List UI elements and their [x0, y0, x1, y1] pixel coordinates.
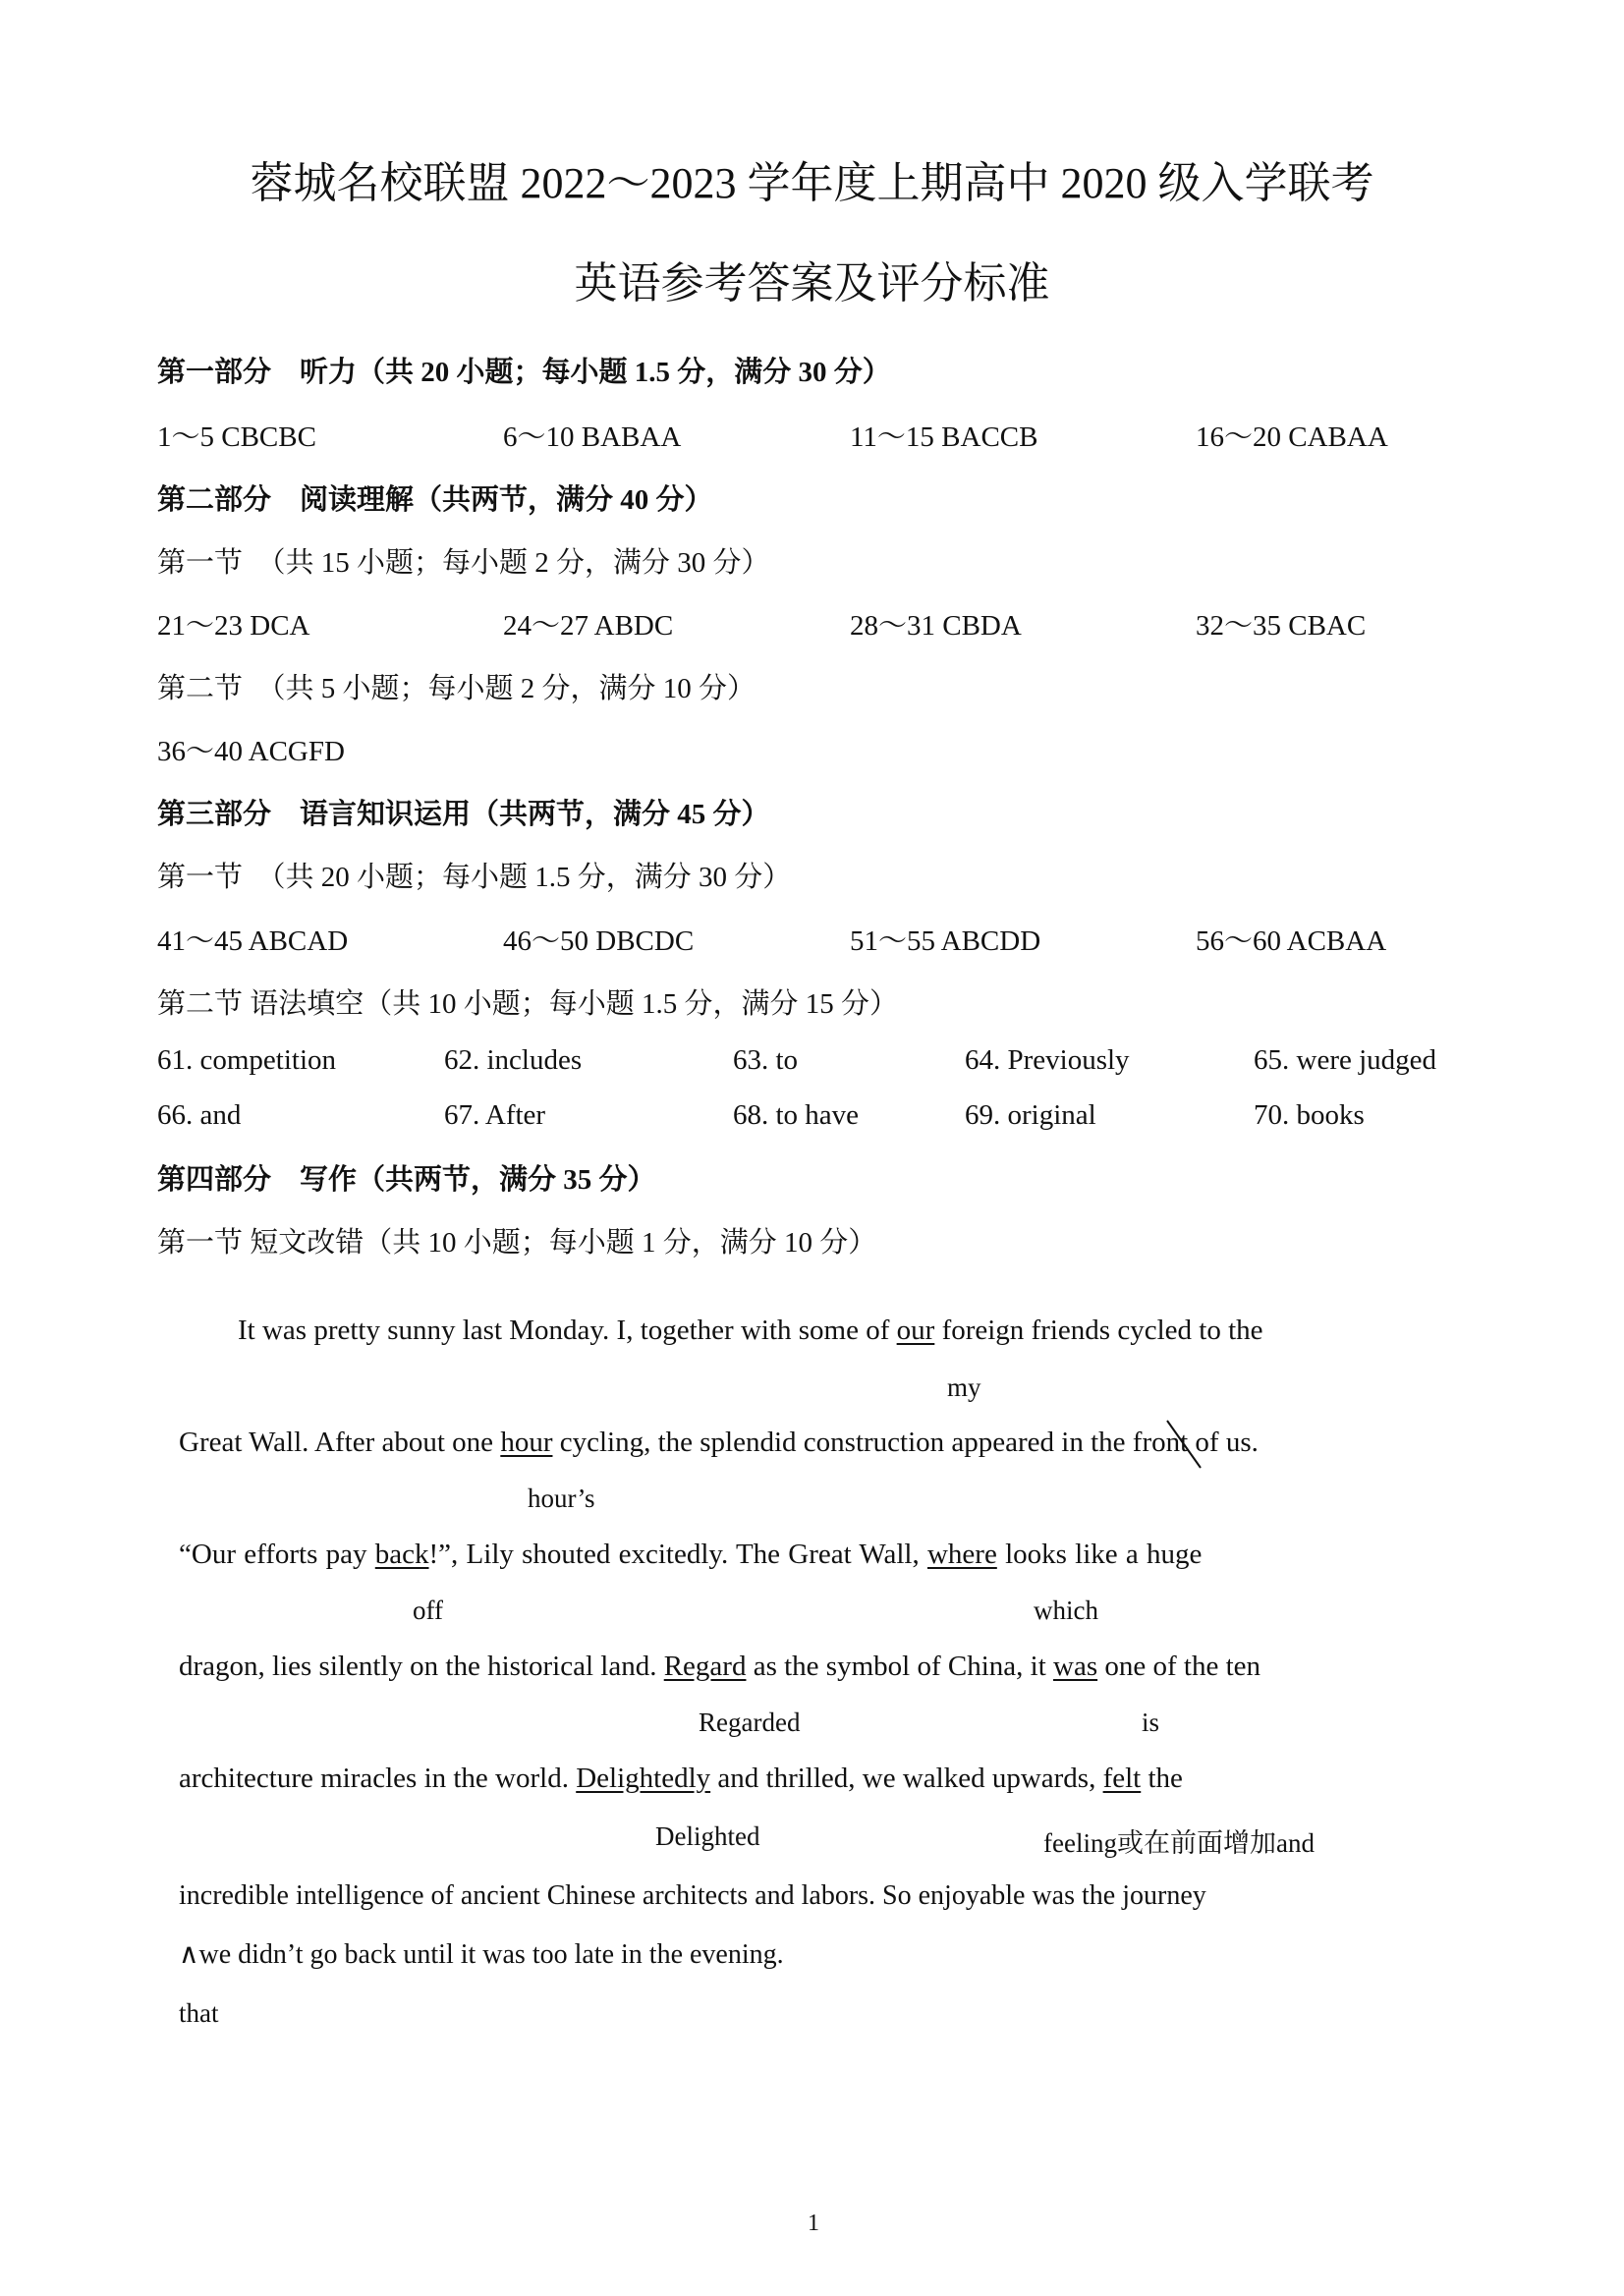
error-word: hour: [500, 1427, 553, 1458]
insert-mark: ∧: [179, 1939, 199, 1970]
passage-text: looks like a huge: [996, 1539, 1203, 1570]
grammar-answer: 63. to: [733, 1044, 799, 1076]
passage-line-6: incredible intelligence of ancient Chinese architects and labors. So enjoyable was the journey: [179, 1880, 1206, 1911]
passage-line-4: [179, 1651, 1260, 1683]
answer-group: 21～23 DCA: [157, 610, 310, 642]
passage-text: “Our efforts pay: [179, 1539, 375, 1570]
passage-text: foreign friends cycled to the: [934, 1315, 1263, 1346]
answer-group: 6～10 BABAA: [503, 421, 682, 453]
part4-heading: 第四部分 写作（共两节，满分 35 分）: [157, 1164, 656, 1196]
answer-group: 1～5 CBCBC: [157, 421, 316, 453]
grammar-answer: 70. books: [1254, 1099, 1365, 1131]
correction: which: [1034, 1596, 1098, 1625]
answer-group: 56～60 ACBAA: [1196, 925, 1387, 957]
passage-text: and thrilled, we walked upwards,: [710, 1763, 1103, 1794]
correction: Regarded: [699, 1708, 801, 1737]
passage-text: as the symbol of China, it: [746, 1651, 1053, 1682]
part2-heading: 第二部分 阅读理解（共两节，满分 40 分）: [157, 484, 713, 516]
passage-text: It was pretty sunny last Monday. I, together with some of: [238, 1315, 897, 1346]
passage-line-3: [179, 1539, 1202, 1571]
correction: my: [947, 1372, 981, 1402]
correction: hour’s: [528, 1484, 595, 1513]
answer-group: 46～50 DBCDC: [503, 925, 695, 957]
passage-text: the: [1141, 1763, 1183, 1794]
grammar-answer: 69. original: [965, 1099, 1096, 1131]
part2-section2-heading: 第二节 （共 5 小题；每小题 2 分，满分 10 分）: [157, 673, 756, 704]
page-number: 1: [808, 2211, 819, 2236]
passage-text: one of the ten: [1097, 1651, 1260, 1682]
correction: feeling或在前面增加and: [1043, 1828, 1315, 1858]
passage-text: architecture miracles in the world.: [179, 1763, 577, 1794]
answer-group: 36～40 ACGFD: [157, 736, 345, 767]
answer-group: 24～27 ABDC: [503, 610, 674, 642]
delete-mark-icon: [1165, 1419, 1204, 1474]
passage-line-1: [238, 1315, 1263, 1347]
answer-group: 41～45 ABCAD: [157, 925, 349, 957]
error-word: Delightedly: [576, 1763, 711, 1794]
passage-line-2: [179, 1427, 1259, 1459]
answer-group: 16～20 CABAA: [1196, 421, 1388, 453]
error-word: felt: [1102, 1763, 1142, 1794]
correction: that: [179, 1998, 219, 2028]
passage-line-7: [179, 1937, 784, 1971]
deleted-word: the: [1091, 1427, 1126, 1458]
grammar-answer: 64. Previously: [965, 1044, 1130, 1076]
passage-text: cycling, the splendid construction appeared in: [552, 1427, 1092, 1458]
correction: is: [1142, 1708, 1160, 1737]
grammar-answer: 67. After: [444, 1099, 546, 1131]
part3-heading: 第三部分 语言知识运用（共两节，满分 45 分）: [157, 799, 770, 830]
error-word: where: [926, 1539, 997, 1570]
grammar-answer: 68. to have: [733, 1099, 860, 1131]
grammar-answer: 66. and: [157, 1099, 242, 1131]
passage-text: we didn’t go back until it was too late in the evening.: [198, 1939, 784, 1970]
passage-text: dragon, lies silently on the historical land.: [179, 1651, 664, 1682]
doc-title-line1: 蓉城名校联盟 2022～2023 学年度上期高中 2020 级入学联考: [250, 159, 1374, 207]
passage-text: !”, Lily shouted excitedly. The Great Wall,: [428, 1539, 927, 1570]
answer-group: 32～35 CBAC: [1196, 610, 1367, 642]
correction: Delighted: [655, 1821, 760, 1851]
error-word: Regard: [663, 1651, 747, 1682]
grammar-answer: 62. includes: [444, 1044, 583, 1076]
grammar-answer: 65. were judged: [1254, 1044, 1437, 1076]
part2-section1-heading: 第一节 （共 15 小题；每小题 2 分，满分 30 分）: [157, 547, 770, 579]
answer-group: 11～15 BACCB: [850, 421, 1038, 453]
answer-group: 28～31 CBDA: [850, 610, 1022, 642]
error-word: back: [374, 1539, 429, 1570]
grammar-answer: 61. competition: [157, 1044, 337, 1076]
error-word: our: [896, 1315, 935, 1346]
part3-section1-heading: 第一节 （共 20 小题；每小题 1.5 分，满分 30 分）: [157, 862, 792, 893]
part3-section2-heading: 第二节 语法填空（共 10 小题；每小题 1.5 分，满分 15 分）: [157, 988, 899, 1020]
correction: off: [413, 1596, 443, 1625]
answer-group: 51～55 ABCDD: [850, 925, 1041, 957]
passage-text: Great Wall. After about one: [179, 1427, 501, 1458]
part4-section1-heading: 第一节 短文改错（共 10 小题；每小题 1 分，满分 10 分）: [157, 1227, 877, 1259]
passage-text: front of us.: [1125, 1427, 1259, 1458]
part1-heading: 第一部分 听力（共 20 小题；每小题 1.5 分，满分 30 分）: [157, 357, 891, 388]
doc-title-line2: 英语参考答案及评分标准: [574, 259, 1050, 308]
error-word: was: [1053, 1651, 1098, 1682]
passage-line-5: [179, 1763, 1183, 1795]
